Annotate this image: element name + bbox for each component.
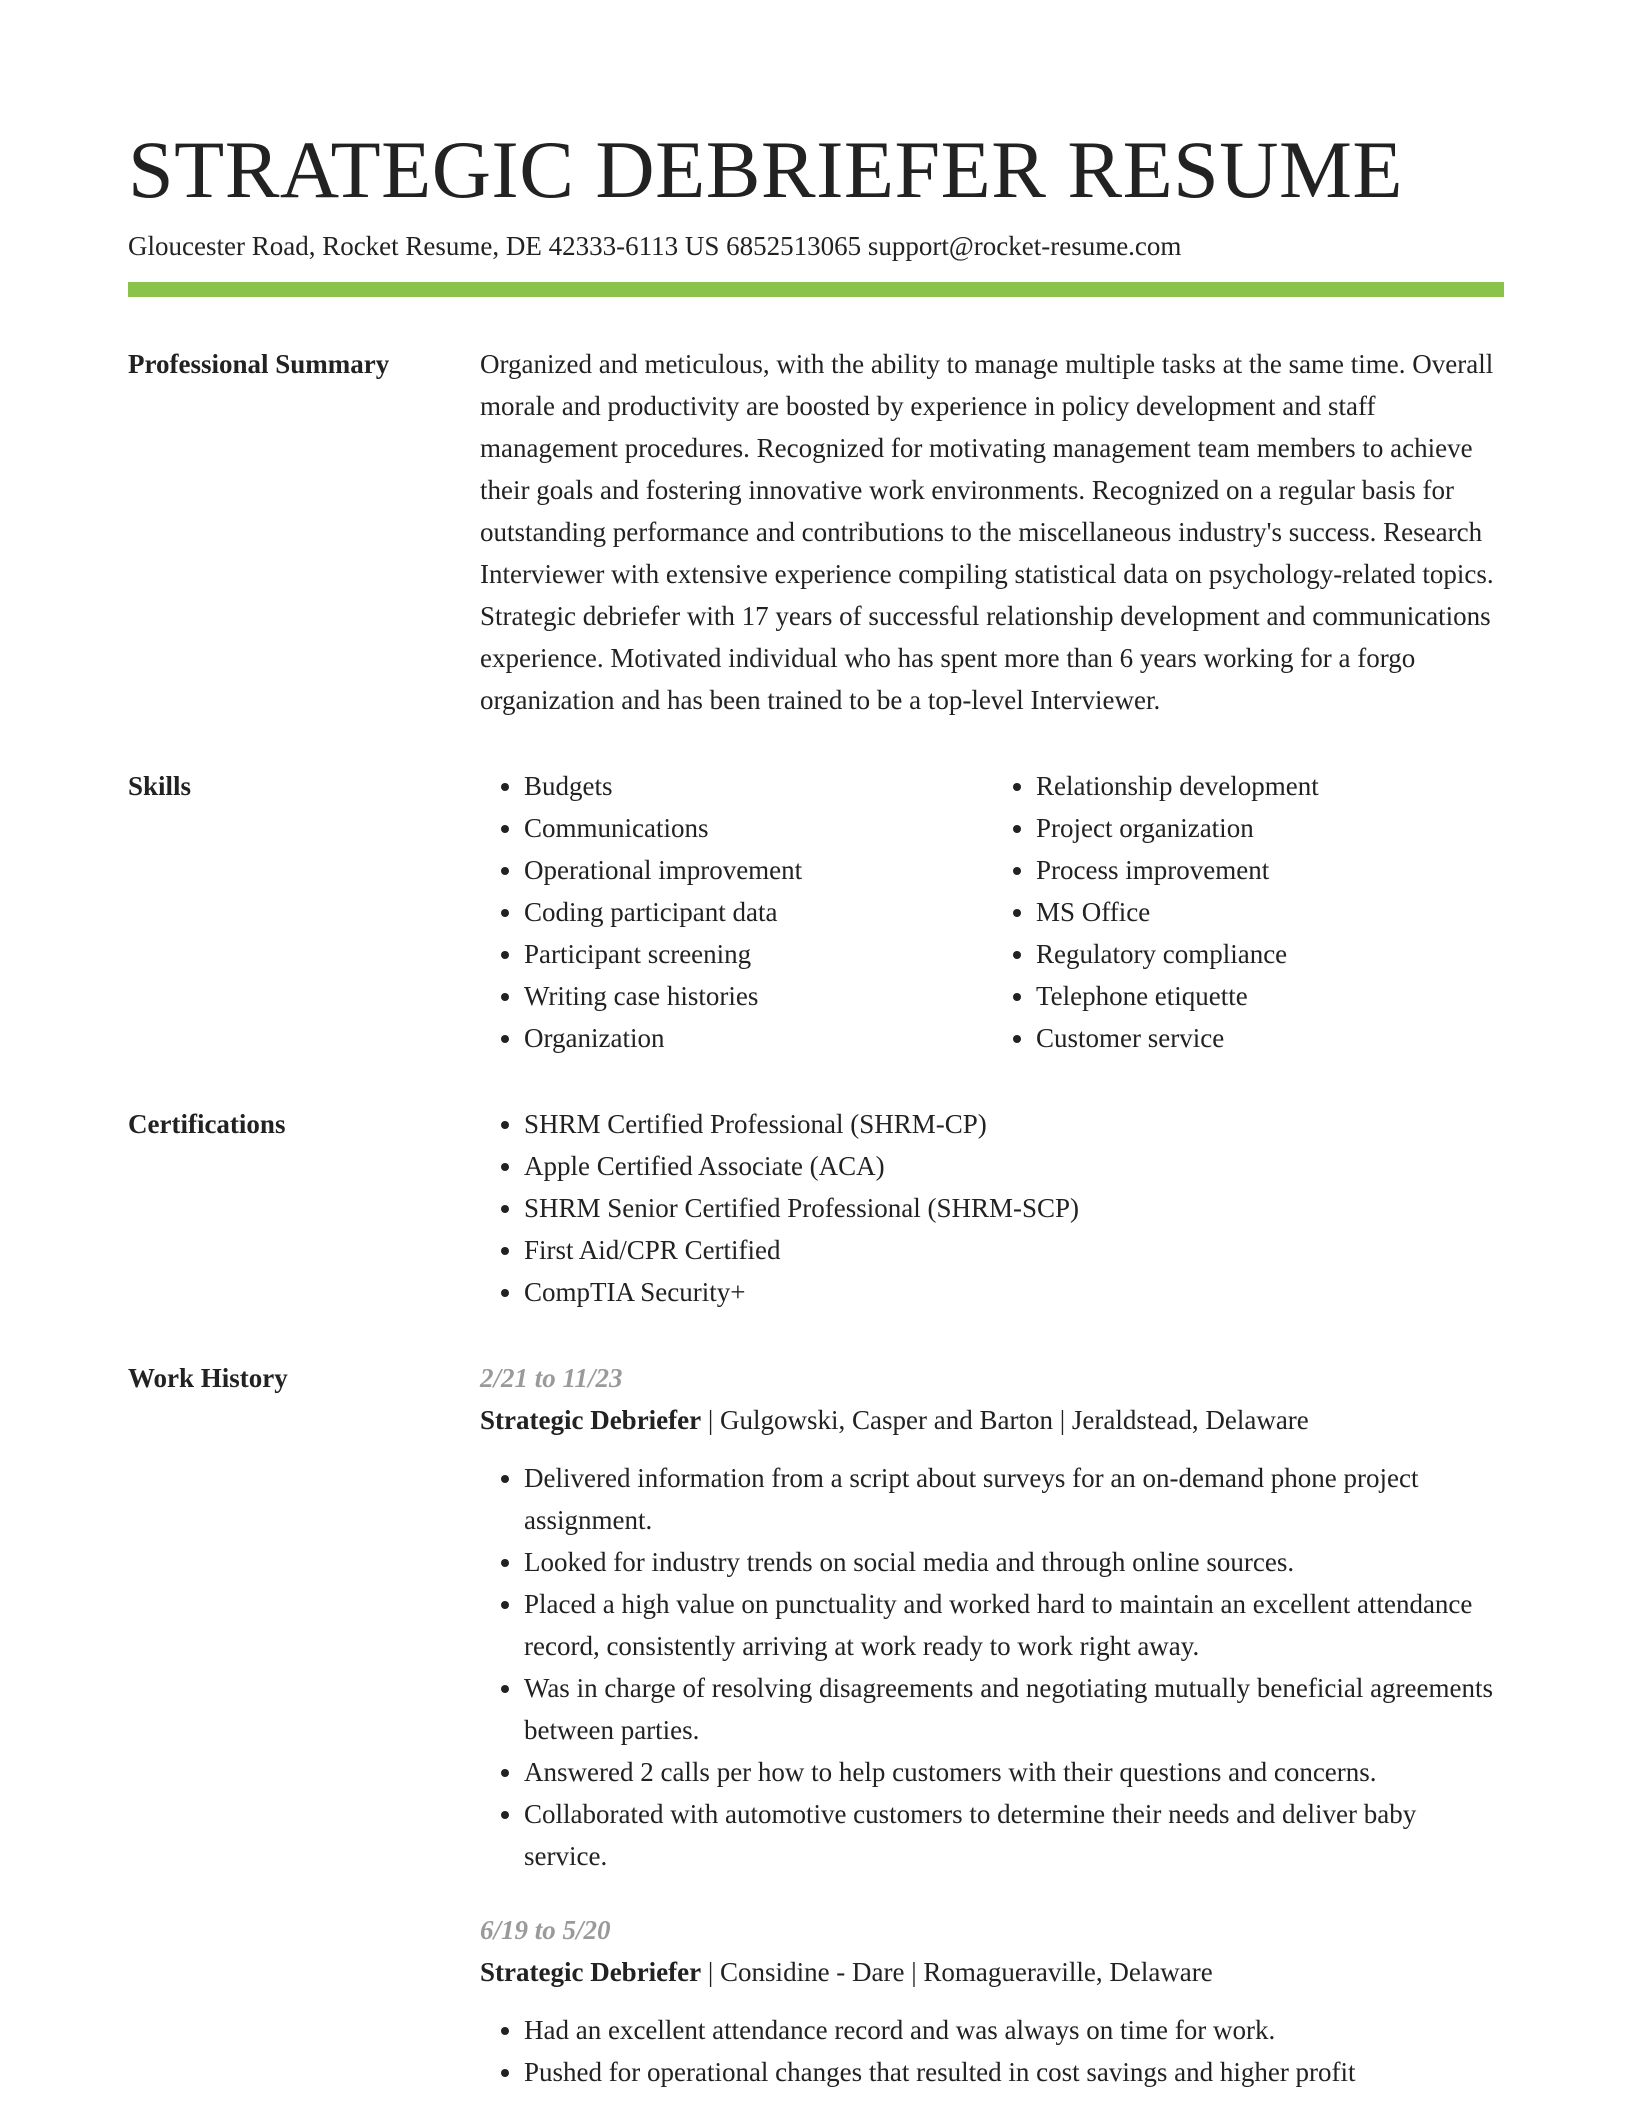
job-title: Strategic Debriefer	[480, 1957, 702, 1987]
job-bullet: • Collaborated with automotive customers to determine their needs and deliver baby service.	[524, 1793, 1504, 1877]
certification-item: • First Aid/CPR Certified	[524, 1229, 1504, 1271]
skill-item: • MS Office	[1036, 891, 1504, 933]
skills-list-left	[480, 765, 992, 1059]
skill-item: • Customer service	[1036, 1017, 1504, 1059]
summary-body	[480, 343, 1504, 721]
section-label-work-history: Work History	[128, 1363, 288, 1393]
skills-section	[128, 765, 1504, 1059]
skill-item: • Project organization	[1036, 807, 1504, 849]
job-details: | Gulgowski, Casper and Barton | Jeraldstead, Delaware	[701, 1405, 1309, 1435]
certifications-list	[480, 1103, 1504, 1313]
section-label-skills: Skills	[128, 771, 192, 801]
skill-item: • Relationship development	[1036, 765, 1504, 807]
job-entry	[480, 1357, 1504, 1877]
skill-item: • Regulatory compliance	[1036, 933, 1504, 975]
job-bullet: • Delivered information from a script about surveys for an on-demand phone project assignment.	[524, 1457, 1504, 1541]
summary-section	[128, 343, 1504, 721]
skills-body	[480, 765, 1504, 1059]
job-details: | Considine - Dare | Romagueraville, Delaware	[701, 1957, 1213, 1987]
section-label-summary: Professional Summary	[128, 349, 390, 379]
job-bullet: • Pushed for operational changes that resulted in cost savings and higher profit	[524, 2051, 1504, 2093]
resume-title: STRATEGIC DEBRIEFER RESUME	[128, 124, 1403, 215]
certification-item: • SHRM Certified Professional (SHRM-CP)	[524, 1103, 1504, 1145]
contact-line: Gloucester Road, Rocket Resume, DE 42333-6113 US 6852513065 support@rocket-resume.com	[128, 231, 1182, 261]
certification-item: • CompTIA Security+	[524, 1271, 1504, 1313]
job-dates: 6/19 to 5/20	[480, 1915, 611, 1945]
skill-item: • Participant screening	[524, 933, 992, 975]
certifications-body	[480, 1103, 1504, 1313]
job-bullet: • Answered 2 calls per how to help customers with their questions and concerns.	[524, 1751, 1504, 1793]
job-bullet: • Had an excellent attendance record and was always on time for work.	[524, 2009, 1504, 2051]
section-label-certifications: Certifications	[128, 1109, 286, 1139]
job-heading	[480, 1399, 1504, 1441]
skill-item: • Budgets	[524, 765, 992, 807]
job-heading	[480, 1951, 1504, 1993]
skill-item: • Process improvement	[1036, 849, 1504, 891]
summary-text: Organized and meticulous, with the ability to manage multiple tasks at the same time. Overall morale and productivity are boosted by experience in policy development and staff management procedures. Recognized for motivating management team members to achieve their goals and fostering innovative work environments. Recognized on a regular basis for outstanding performance and contributions to the miscellaneous industry's success. Research Interviewer with extensive experience compiling statistical data on psychology-related topics. Strategic debriefer with 17 years of successful relationship development and communications experience. Motivated individual who has spent more than 6 years working for a forgo organization and has been trained to be a top-level Interviewer.	[480, 349, 1494, 715]
resume-page	[128, 120, 1504, 2093]
job-entry	[480, 1909, 1504, 2093]
work-history-body	[480, 1357, 1504, 2093]
skill-item: • Coding participant data	[524, 891, 992, 933]
skill-item: • Telephone etiquette	[1036, 975, 1504, 1017]
skills-list-right	[992, 765, 1504, 1059]
certifications-section	[128, 1103, 1504, 1313]
job-bullet: • Looked for industry trends on social media and through online sources.	[524, 1541, 1504, 1583]
job-bullets	[480, 1457, 1504, 1877]
skill-item: • Organization	[524, 1017, 992, 1059]
job-bullets	[480, 2009, 1504, 2093]
certification-item: • Apple Certified Associate (ACA)	[524, 1145, 1504, 1187]
job-dates: 2/21 to 11/23	[480, 1363, 623, 1393]
job-title: Strategic Debriefer	[480, 1405, 702, 1435]
skill-item: • Writing case histories	[524, 975, 992, 1017]
work-history-section	[128, 1357, 1504, 2093]
skill-item: • Communications	[524, 807, 992, 849]
skill-item: • Operational improvement	[524, 849, 992, 891]
job-bullet: • Placed a high value on punctuality and worked hard to maintain an excellent attendance record, consistently arriving at work ready to work right away.	[524, 1583, 1504, 1667]
job-bullet: • Was in charge of resolving disagreements and negotiating mutually beneficial agreements between parties.	[524, 1667, 1504, 1751]
accent-divider	[128, 282, 1504, 297]
certification-item: • SHRM Senior Certified Professional (SHRM-SCP)	[524, 1187, 1504, 1229]
